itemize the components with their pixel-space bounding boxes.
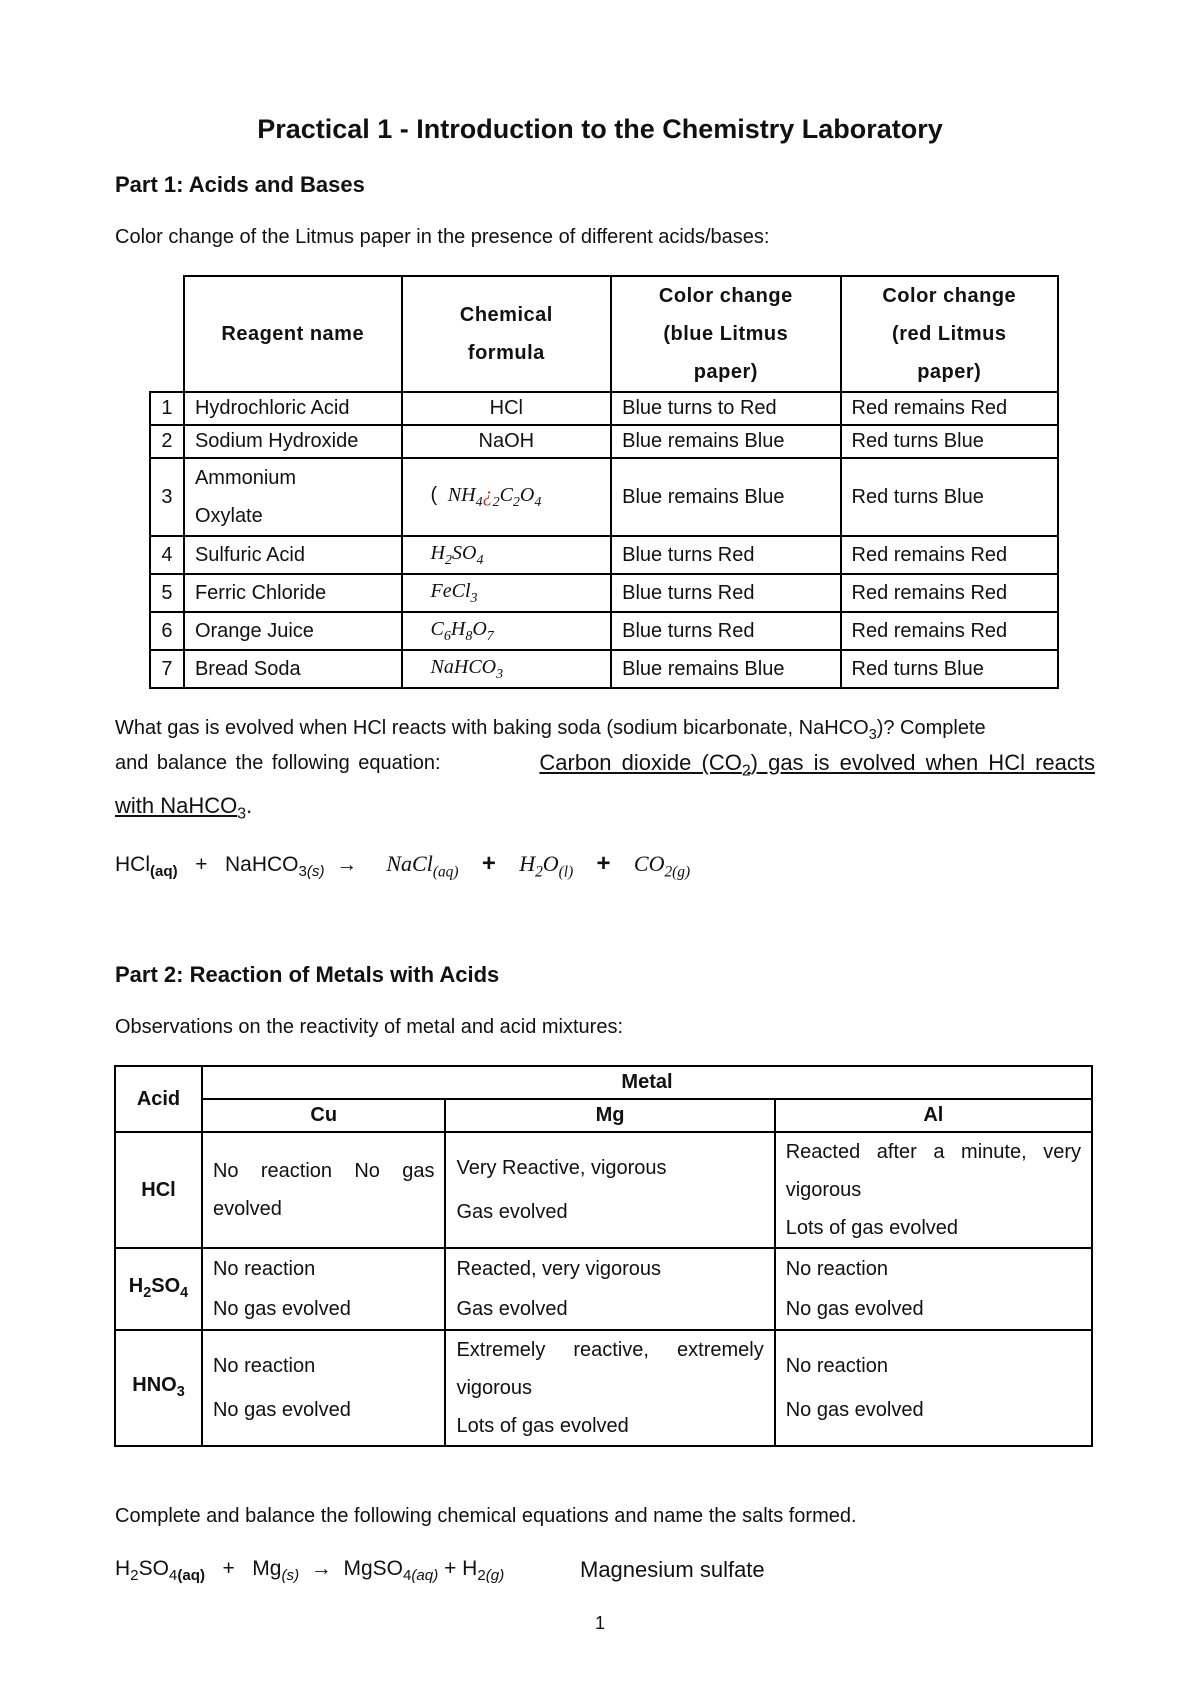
table-row [150,536,1058,574]
header-red: Color change (red Litmus paper) [841,276,1058,392]
reagent-name: Hydrochloric Acid [184,392,402,425]
blue-litmus-result: Blue turns Red [611,536,840,574]
reagent-name: Orange Juice [184,612,402,650]
reagent-name: Bread Soda [184,650,402,688]
table-row [150,458,1058,536]
metal-header-row [115,1066,1092,1099]
red-litmus-result: Red turns Blue [841,650,1058,688]
mg-result: Extremely reactive, extremely vigorous Lots of gas evolved [445,1330,774,1446]
blue-litmus-result: Blue turns Red [611,612,840,650]
chemical-formula: HCl [402,392,612,425]
al-result: Reacted after a minute, very vigorous Lots of gas evolved [775,1132,1092,1248]
gas-answer-line: and balance the following equation: Carbon dioxide $(CO_2)$ gas is evolved when HCl reacts [115,750,1095,780]
page-number: 1 [594,1613,605,1633]
header-al: Al [775,1099,1092,1132]
chemical-formula: NaHCO$_3$ [402,650,612,688]
metal-acid-table [114,1065,1093,1447]
table-row [150,425,1058,458]
part2-intro: Observations on the reactivity of metal and acid mixtures: [115,1016,624,1038]
reagent-name: Ammonium Oxylate [184,458,402,536]
blue-litmus-result: Blue turns to Red [611,392,840,425]
chemical-formula: $H_2SO_4$ [402,536,612,574]
answer-text: Carbon dioxide $(CO_2)$ gas is evolved when HCl reacts [539,750,1095,780]
red-litmus-result: Red turns Blue [841,458,1058,536]
header-acid: Acid [115,1066,202,1132]
table-row [150,612,1058,650]
blue-litmus-result: Blue turns Red [611,574,840,612]
chemical-formula: FeCl$_3$ [402,574,612,612]
header-blank [150,276,184,392]
answer-continued: with NaHCO$_3$. [115,793,253,823]
row-number: 7 [150,650,184,688]
metal-subheader-row [115,1099,1092,1132]
blue-litmus-result: Blue remains Blue [611,458,840,536]
table-row [150,650,1058,688]
page-title: Practical 1 - Introduction to the Chemistry Laboratory [257,114,943,144]
red-litmus-result: Red remains Red [841,574,1058,612]
al-result: No reaction No gas evolved [775,1330,1092,1446]
mg-result: Very Reactive, vigorous Gas evolved [445,1132,774,1248]
equation-hcl-nahco3: HCl$_{(aq)}$ + NaHCO$_{3(s)}$ → NaCl$_{(aq)}$ + $H_2O_{(l)}$ + $CO_{2(g)}$ [115,850,691,881]
blue-litmus-result: Blue remains Blue [611,650,840,688]
part1-heading: Part 1: Acids and Bases [115,172,365,197]
table-row [150,392,1058,425]
table-row [115,1330,1092,1446]
acid-name: HCl [115,1132,202,1248]
table-row [115,1132,1092,1248]
table-row [150,574,1058,612]
acid-name: $H_2SO_4$ [115,1248,202,1330]
chemical-formula: ( $NH_4¿_2C_2O_4$ [402,458,612,536]
part1-intro: Color change of the Litmus paper in the presence of different acids/bases: [115,226,770,248]
chemical-formula: NaOH [402,425,612,458]
salt-name: Magnesium sulfate [580,1557,765,1582]
header-blue: Color change (blue Litmus paper) [611,276,840,392]
row-number: 2 [150,425,184,458]
reagent-name: Ferric Chloride [184,574,402,612]
cu-result: No reaction No gas evolved [202,1248,445,1330]
table-row [115,1248,1092,1330]
row-number: 5 [150,574,184,612]
part2-instruction: Complete and balance the following chemical equations and name the salts formed. [115,1505,857,1527]
mg-result: Reacted, very vigorous Gas evolved [445,1248,774,1330]
blue-litmus-result: Blue remains Blue [611,425,840,458]
gas-question: What gas is evolved when HCl reacts with baking soda (sodium bicarbonate, NaHCO$_3$)? Complete [115,717,986,743]
header-reagent: Reagent name [184,276,402,392]
cu-result: No reaction No gas evolved [202,1132,445,1248]
acid-name: $HNO_3$ [115,1330,202,1446]
litmus-table [149,275,1059,689]
cu-result: No reaction No gas evolved [202,1330,445,1446]
row-number: 3 [150,458,184,536]
row-number: 6 [150,612,184,650]
part2-heading: Part 2: Reaction of Metals with Acids [115,962,500,987]
litmus-header-row [150,276,1058,392]
red-litmus-result: Red turns Blue [841,425,1058,458]
row-number: 1 [150,392,184,425]
header-formula: Chemical formula [402,276,612,392]
header-metal: Metal [202,1066,1092,1099]
reagent-name: Sodium Hydroxide [184,425,402,458]
header-mg: Mg [445,1099,774,1132]
equation-h2so4-mg: $H_2SO_{4(aq)} + Mg_{(s)}$ → MgSO$_{4(aq)}$ + $H_{2(g)}$ [115,1557,505,1585]
al-result: No reaction No gas evolved [775,1248,1092,1330]
red-litmus-result: Red remains Red [841,392,1058,425]
reagent-name: Sulfuric Acid [184,536,402,574]
row-number: 4 [150,536,184,574]
header-cu: Cu [202,1099,445,1132]
chemical-formula: $C_6H_8O_7$ [402,612,612,650]
red-litmus-result: Red remains Red [841,536,1058,574]
red-litmus-result: Red remains Red [841,612,1058,650]
